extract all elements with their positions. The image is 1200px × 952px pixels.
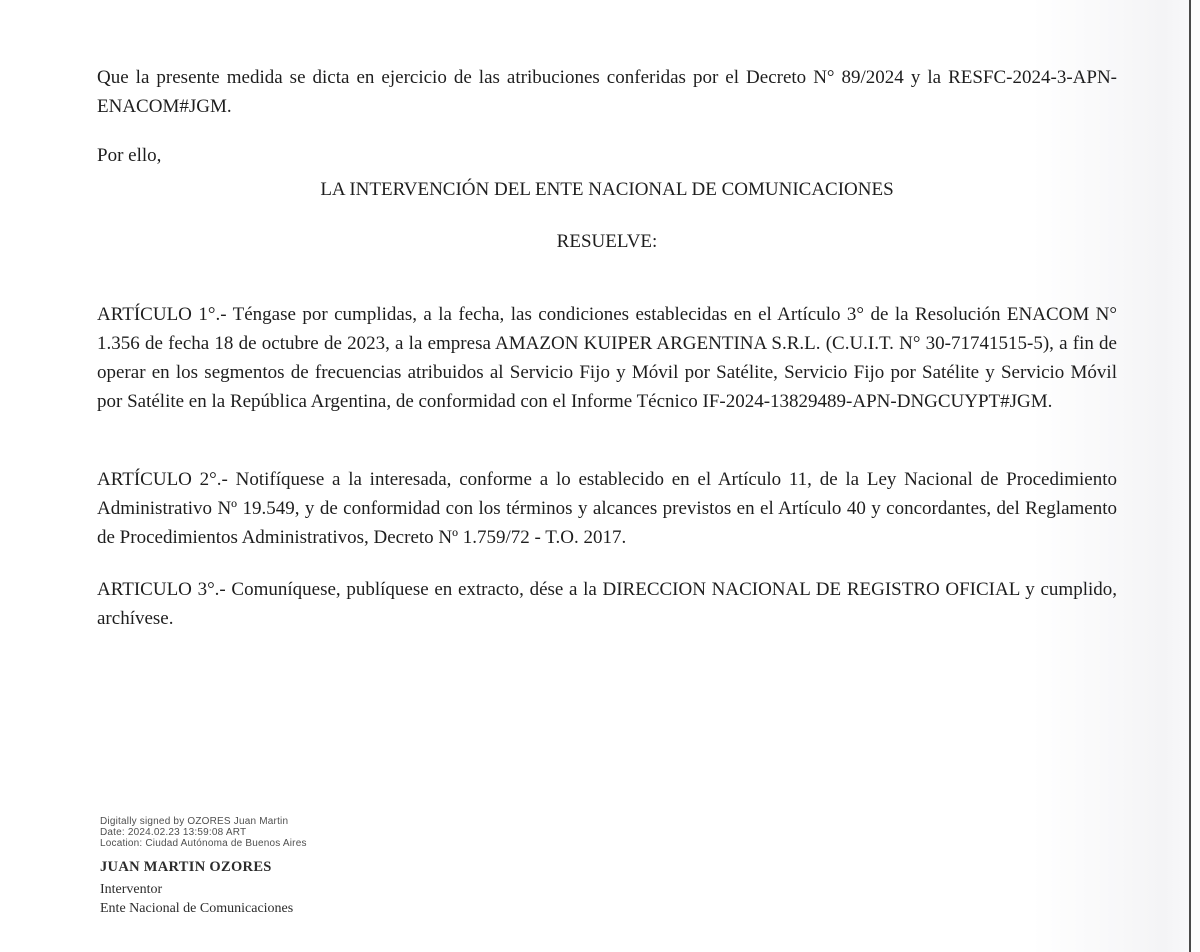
heading-intervencion: LA INTERVENCIÓN DEL ENTE NACIONAL DE COMUNICACIONES — [320, 179, 894, 200]
scanned-page-edge-margin — [1191, 0, 1200, 952]
signer-role: Interventor — [100, 882, 163, 897]
digital-signature-stamp — [100, 816, 307, 849]
paragraph-articulo-1: ARTÍCULO 1°.- Téngase por cumplidas, a la fecha, las condiciones establecidas en el Artículo 3° de la Resolución ENACOM N° 1.356 de fecha 18 de octubre de 2023, a la empresa AMAZON KUIPER ARGENTINA S.R.L. (C.U.I.T. N° 30-71741515-5), a fin de operar en los segmentos de frecuencias atribuidos al Servicio Fijo y Móvil por Satélite, Servicio Fijo por Satélite y Servicio Móvil por Satélite en la República Argentina, de conformidad con el Informe Técnico IF-2024-13829489-APN-DNGCUYPT#JGM. — [97, 304, 1117, 412]
paragraph-por-ello: Por ello, — [97, 145, 162, 166]
signer-organization: Ente Nacional de Comunicaciones — [100, 901, 294, 916]
signer-name: JUAN MARTIN OZORES — [100, 859, 272, 875]
heading-resuelve: RESUELVE: — [556, 231, 658, 252]
stamp-location-line: Location: Ciudad Autónoma de Buenos Aires — [100, 838, 307, 849]
stamp-signed-by-line: Digitally signed by OZORES Juan Martin — [100, 816, 289, 827]
stamp-date-line: Date: 2024.02.23 13:59:08 ART — [100, 827, 247, 838]
paragraph-considerando: Que la presente medida se dicta en ejercicio de las atribuciones conferidas por el Decreto N° 89/2024 y la RESFC-2024-3-APN-ENACOM#JGM. — [97, 67, 1117, 117]
paragraph-articulo-2: ARTÍCULO 2°.- Notifíquese a la interesada, conforme a lo establecido en el Artículo 11, de la Ley Nacional de Procedimiento Administrativo Nº 19.549, y de conformidad con los términos y alcances previstos en el Artículo 40 y concordantes, del Reglamento de Procedimientos Administrativos, Decreto Nº 1.759/72 - T.O. 2017. — [97, 469, 1117, 548]
paragraph-articulo-3: ARTICULO 3°.- Comuníquese, publíquese en extracto, dése a la DIRECCION NACIONAL DE REGISTRO OFICIAL y cumplido, archívese. — [97, 579, 1117, 629]
